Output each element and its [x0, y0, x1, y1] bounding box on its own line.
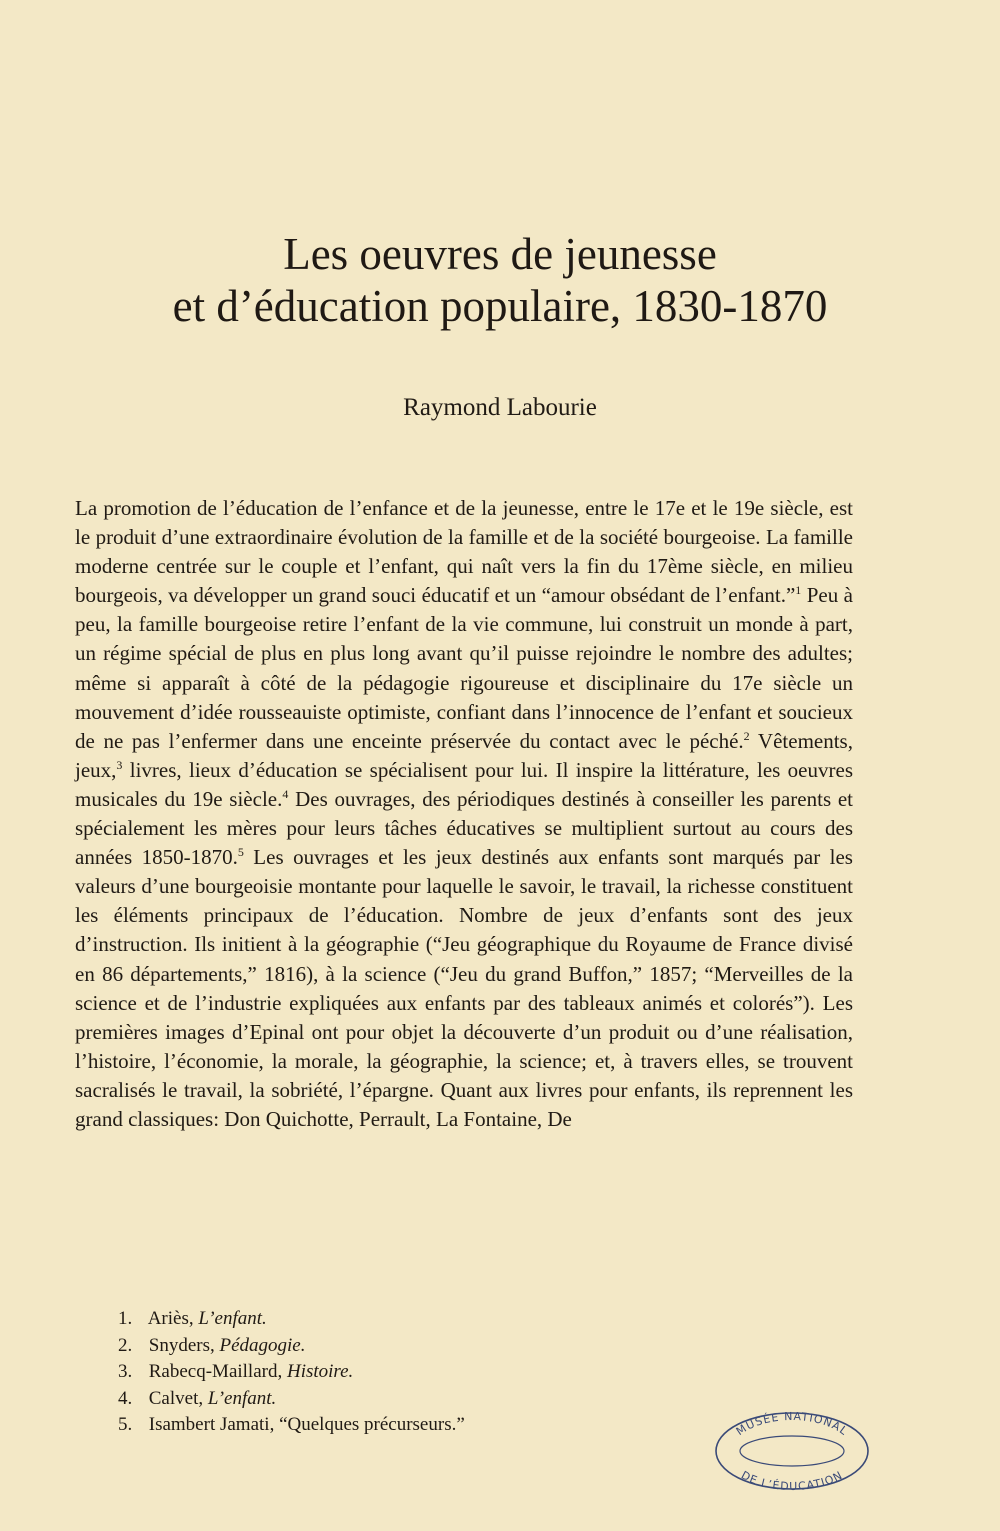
- footnote-work: Histoire.: [286, 1361, 354, 1382]
- footnote-number: 1.: [118, 1308, 133, 1329]
- body-text-4: livres, lieux d’éducation se spécialisent pour lui. Il inspire la littérature, les oeuvres musicales du 19e siècle.: [75, 757, 853, 811]
- footnote-work: L’enfant.: [198, 1308, 267, 1329]
- footnote-item: [118, 1412, 465, 1439]
- stamp-bottom-text: DE L’ÉDUCATION: [738, 1468, 846, 1492]
- footnote-item: [118, 1386, 465, 1413]
- footnote-ref-1: 1: [795, 583, 802, 598]
- footnote-work: L’enfant.: [207, 1387, 277, 1409]
- museum-stamp: [712, 1410, 872, 1492]
- article-title: [60, 228, 940, 332]
- article-author: Raymond Labourie: [403, 394, 597, 421]
- body-text-3: Vêtements, jeux,: [75, 728, 853, 782]
- footnote-author: Snyders,: [148, 1334, 215, 1356]
- footnote-number: 4.: [118, 1387, 133, 1409]
- footnote-number: 2.: [118, 1334, 133, 1356]
- title-line-2: et d’éducation populaire, 1830-1870: [172, 281, 828, 331]
- title-line-1: Les oeuvres de jeunesse: [283, 229, 717, 279]
- body-paragraph: [75, 494, 853, 1134]
- footnote-number: 3.: [118, 1361, 133, 1382]
- footnotes-list: [118, 1306, 465, 1439]
- footnote-ref-5: 5: [237, 845, 244, 860]
- footnote-author: Isambert Jamati,: [148, 1414, 275, 1435]
- footnote-item: [118, 1359, 465, 1386]
- footnote-work: “Quelques précurseurs.”: [279, 1414, 465, 1435]
- body-text-6: Les ouvrages et les jeux destinés aux enfants sont marqués par les valeurs d’une bourgeoisie montante pour laquelle le savoir, le travail, la richesse constituent les éléments principaux de l’éducation. Nombre de jeux d’enfants sont des jeux d’instruction. Ils initient à la géographie (“Jeu géographique du Royaume de France divisé en 86 départements,” 1816), à la science (“Jeu du grand Buffon,” 1857; “Merveilles de la science et de l’industrie expliquées aux enfants par des tableaux animés et colorés”). Les premières images d’Epinal ont pour objet la découverte d’un produit ou d’une réalisation, l’histoire, l’économie, la morale, la géographie, la science; et, à travers elles, se trouvent sacralisés le travail, la sobriété, l’épargne. Quant aux livres pour enfants, ils reprennent les grand classiques: Don Quichotte, Perrault, La Fontaine, De: [75, 845, 853, 1131]
- footnote-ref-3: 3: [116, 757, 123, 772]
- footnote-item: [118, 1306, 465, 1333]
- body-text-2: Peu à peu, la famille bourgeoise retire l’enfant de la vie commune, lui construit un monde à part, un régime spécial de plus en plus long avant qu’il puisse rejoindre le nombre des adultes; même si apparaît à côté de la pédagogie rigoureuse et disciplinaire du 17e siècle un mouvement d’idée rousseauiste optimiste, confiant dans l’innocence de l’enfant et soucieux de ne pas l’enfermer dans une enceinte préservée du contact avec le péché.: [75, 583, 853, 753]
- stamp-inner-ring: [740, 1436, 844, 1466]
- footnote-ref-4: 4: [282, 786, 289, 801]
- footnote-author: Ariès,: [147, 1308, 194, 1329]
- footnote-ref-2: 2: [743, 728, 750, 743]
- footnote-item: [118, 1333, 465, 1360]
- footnote-author: Rabecq-Maillard,: [148, 1361, 283, 1382]
- footnote-number: 5.: [118, 1414, 133, 1435]
- footnote-work: Pédagogie.: [219, 1334, 306, 1356]
- stamp-top-text: MUSÉE NATIONAL: [733, 1410, 851, 1439]
- body-text-5: Des ouvrages, des périodiques destinés à conseiller les parents et spécialement les mères pour leurs tâches éducatives se multiplient surtout au cours des années 1850-1870.: [75, 786, 853, 870]
- footnote-author: Calvet,: [148, 1387, 204, 1409]
- body-text-1: La promotion de l’éducation de l’enfance et de la jeunesse, entre le 17e et le 19e siècle, est le produit d’une extraordinaire évolution de la famille et de la société bourgeoise. La famille moderne centrée sur le couple et l’enfant, qui naît vers la fin du 17ème siècle, en milieu bourgeois, va développer un grand souci éducatif et un “amour obsédant de l’enfant.”: [75, 496, 853, 608]
